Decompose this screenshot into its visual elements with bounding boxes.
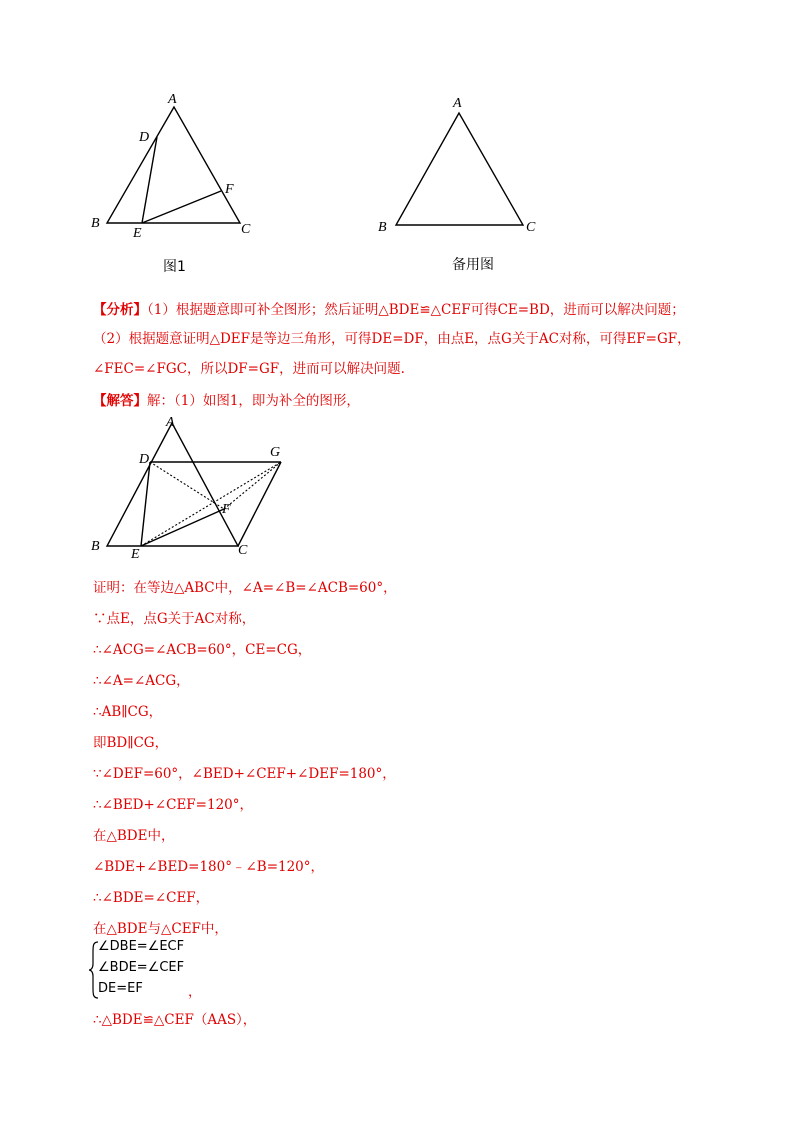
proof-line-12: 在△BDE与△CEF中， (93, 921, 228, 937)
solution-tag: 【解答】 (93, 393, 147, 409)
proof-line-7: ∵∠DEF=60°，∠BED+∠CEF+∠DEF=180°， (93, 766, 396, 782)
conclusion-line: ∴△BDE≌△CEF（AAS）， (93, 1012, 257, 1028)
spare-caption: 备用图 (452, 257, 494, 273)
proof-line-3: ∴∠ACG=∠ACB=60°，CE=CG， (93, 642, 312, 658)
fig2-label-f: F (222, 502, 231, 517)
spare-label-c: C (526, 220, 536, 235)
analysis-tag: 【分析】 (93, 302, 147, 318)
fig2-label-e: E (131, 547, 140, 562)
system-line-3: DE=EF (98, 981, 143, 996)
fig2-label-a: A (166, 415, 175, 430)
spare-label-b: B (378, 220, 387, 235)
fig1-label-c: C (241, 222, 251, 237)
proof-line-2: ∵点E，点G关于AC对称， (93, 611, 256, 627)
solution-line (93, 391, 360, 411)
system-tail: ， (188, 984, 202, 1000)
figure-2-diagram (95, 415, 295, 555)
proof-line-5: ∴AB∥CG， (93, 704, 163, 720)
proof-line-11: ∴∠BDE=∠CEF， (93, 890, 210, 906)
fig2-label-c: C (238, 543, 248, 558)
fig1-label-e: E (133, 226, 142, 241)
fig2-label-g: G (270, 445, 281, 460)
fig1-label-d: D (139, 130, 150, 145)
fig1-label-f: F (225, 182, 234, 197)
fig1-caption: 图1 (163, 259, 186, 275)
spare-label-a: A (453, 96, 462, 111)
system-line-1: ∠DBE=∠ECF (98, 939, 185, 954)
proof-line-10: ∠BDE+∠BED=180°﹣∠B=120°， (93, 859, 325, 875)
proof-line-6: 即BD∥CG， (93, 735, 169, 751)
proof-line-1: 证明：在等边△ABC中，∠A=∠B=∠ACB=60°， (93, 580, 397, 596)
proof-line-4: ∴∠A=∠ACG， (93, 673, 190, 689)
system-line-2: ∠BDE=∠CEF (98, 960, 185, 975)
fig2-label-d: D (139, 452, 150, 467)
fig2-label-b: B (91, 539, 100, 554)
fig1-label-a: A (168, 92, 177, 107)
analysis-line-1 (93, 300, 685, 320)
analysis-text-1: （1）根据题意即可补全图形；然后证明△BDE≌△CEF可得CE=BD，进而可以解决问题； (147, 302, 685, 318)
analysis-line-3: ∠FEC=∠FGC，所以DF=GF，进而可以解决问题. (93, 361, 405, 377)
proof-line-8: ∴∠BED+∠CEF=120°， (93, 797, 254, 813)
analysis-line-2: （2）根据题意证明△DEF是等边三角形，可得DE=DF，由点E，点G关于AC对称，可得EF=GF， (93, 331, 691, 347)
fig1-label-b: B (91, 216, 100, 231)
proof-line-9: 在△BDE中， (93, 828, 175, 844)
spare-figure-diagram (390, 105, 530, 235)
figure-1-diagram (95, 95, 255, 235)
solution-intro: 解：（1）如图1，即为补全的图形， (147, 393, 360, 409)
